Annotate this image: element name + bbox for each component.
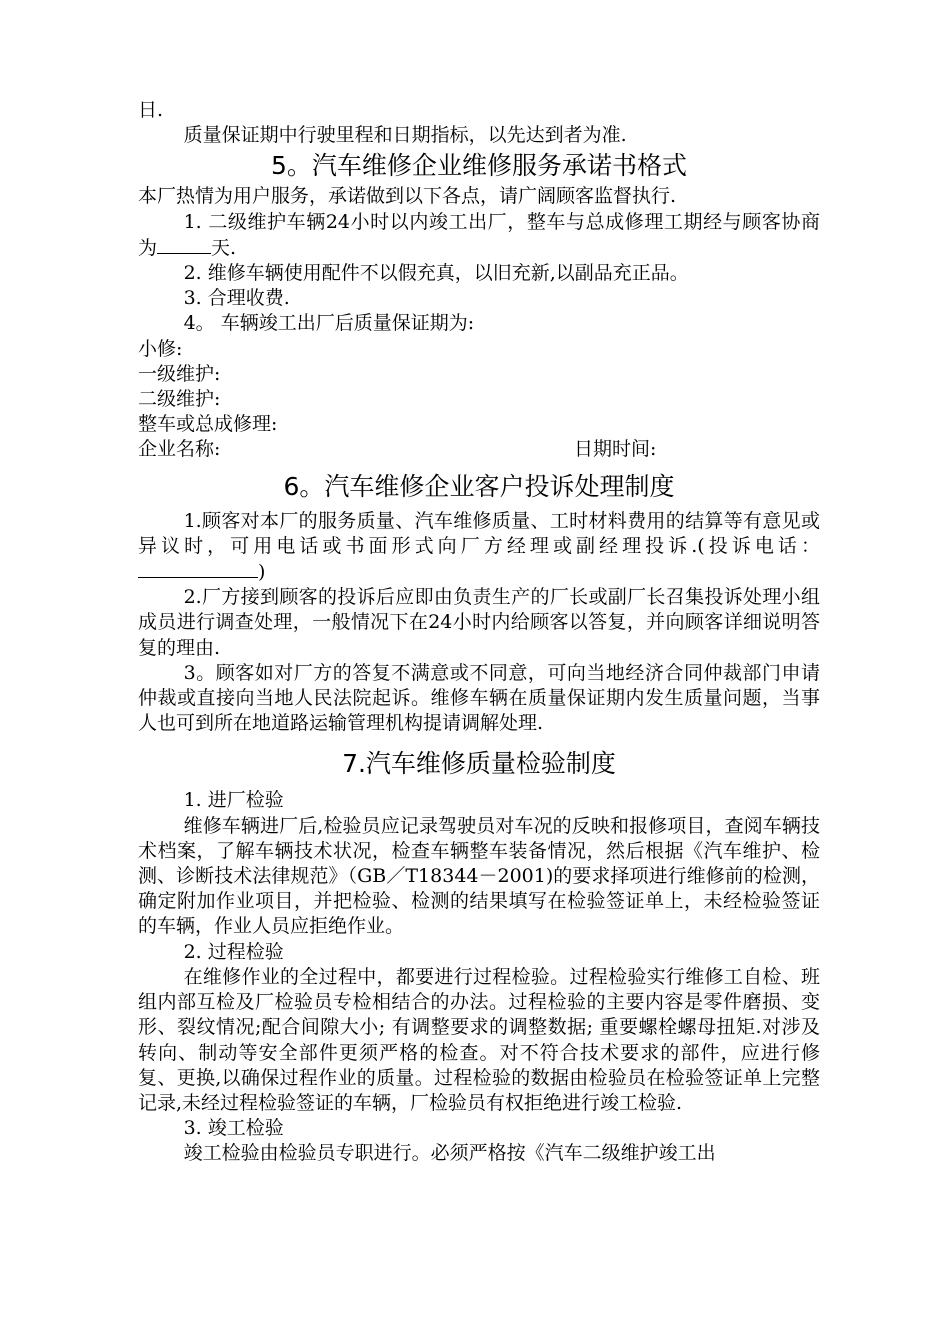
section-6-para-3: 3。顾客如对厂方的答复不满意或不同意，可向当地经济合同仲裁部门申请仲裁或直接向当地人民法院起诉。维修车辆在质量保证期内发生质量问题，当事人也可到所在地道路运输管理机构提请调解处理. — [138, 661, 820, 735]
section-5-item-2: 2. 维修车辆使用配件不以假充真，以旧充新,以副品充正品。 — [183, 262, 689, 285]
section-7-sub-3-body: 竣工检验由检验员专职进行。必须严格按《汽车二级维护竣工出 — [183, 1142, 716, 1165]
warranty-level-2: 二级维护: — [138, 388, 221, 411]
section-7-sub-3-title: 3. 竣工检验 — [183, 1117, 284, 1140]
section-7-title: 7.汽车维修质量检验制度 — [342, 749, 616, 779]
section-6-title: 6。汽车维修企业客户投诉处理制度 — [283, 471, 675, 501]
section-5-item-1-suffix: 天. — [211, 236, 237, 259]
document-body — [138, 98, 820, 1167]
section-5-item-4: 4。 车辆竣工出厂后质量保证期为: — [183, 312, 475, 335]
warranty-level-1: 一级维护: — [138, 362, 221, 385]
intro-line-2: 质量保证期中行驶里程和日期指标，以先达到者为准. — [183, 124, 627, 147]
warranty-overhaul: 整车或总成修理: — [138, 413, 278, 436]
warranty-minor-repair: 小修: — [138, 337, 183, 360]
section-5-item-1-text: 1. 二级维护车辆24小时以内竣工出厂，整车与总成修理工期经与顾客协商为 — [138, 210, 820, 259]
section-5-lead: 本厂热情为用户服务，承诺做到以下各点，请广阔顾客监督执行. — [138, 185, 677, 208]
section-7-sub-2-title: 2. 过程检验 — [183, 940, 284, 963]
company-name-label: 企业名称: — [138, 438, 221, 461]
section-6-para-1-close: ) — [258, 561, 266, 584]
intro-line-1: 日. — [138, 99, 164, 121]
section-6-para-1 — [138, 509, 820, 586]
days-blank[interactable] — [157, 235, 211, 254]
section-6-para-2: 2.厂方接到顾客的投诉后应即由负责生产的厂长或副厂长召集投诉处理小组成员进行调查处理，一般情况下在24小时内给顾客以答复，并向顾客详细说明答复的理由. — [138, 586, 820, 659]
section-6-para-1-text: 1.顾客对本厂的服务质量、汽车维修质量、工时材料费用的结算等有意见或异议时，可用电话或书面形式向厂方经理或副经理投诉.(投诉电话： — [138, 509, 820, 557]
complaint-phone-blank[interactable] — [138, 559, 258, 578]
signature-row — [138, 437, 820, 462]
section-5-title: 5。汽车维修企业维修服务承诺书格式 — [271, 151, 687, 181]
section-7-sub-1-body: 维修车辆进厂后,检验员应记录驾驶员对车况的反映和报修项目，查阅车辆技术档案，了解车辆技术状况，检查车辆整车装备情况，然后根据《汽车维护、检测、诊断技术法律规范》（GB／T18344－2001)的要求择项进行维修前的检测，确定附加作业项目，并把检验、检测的结果填写在检验签证单上，未经检验签证的车辆，作业人员应拒绝作业。 — [138, 814, 820, 938]
section-5-item-3: 3. 合理收费. — [183, 287, 290, 310]
section-7-sub-2-body: 在维修作业的全过程中，都要进行过程检验。过程检验实行维修工自检、班组内部互检及厂检验员专检相结合的办法。过程检验的主要内容是零件磨损、变形、裂纹情况;配合间隙大小; 有调整要求的调整数据; 重要螺栓螺母扭矩.对涉及转向、制动等安全部件更须严格的检查。对不符合技术要求的部件，应进行修复、更换,以确保过程作业的质量。过程检验的数据由检验员在检验签证单上完整记录,未经过程检验签证的车辆，厂检验员有权拒绝进行竣工检验. — [138, 965, 820, 1114]
date-label: 日期时间: — [574, 438, 657, 461]
section-5-item-1 — [138, 210, 820, 261]
section-7-sub-1-title: 1. 进厂检验 — [183, 789, 284, 812]
